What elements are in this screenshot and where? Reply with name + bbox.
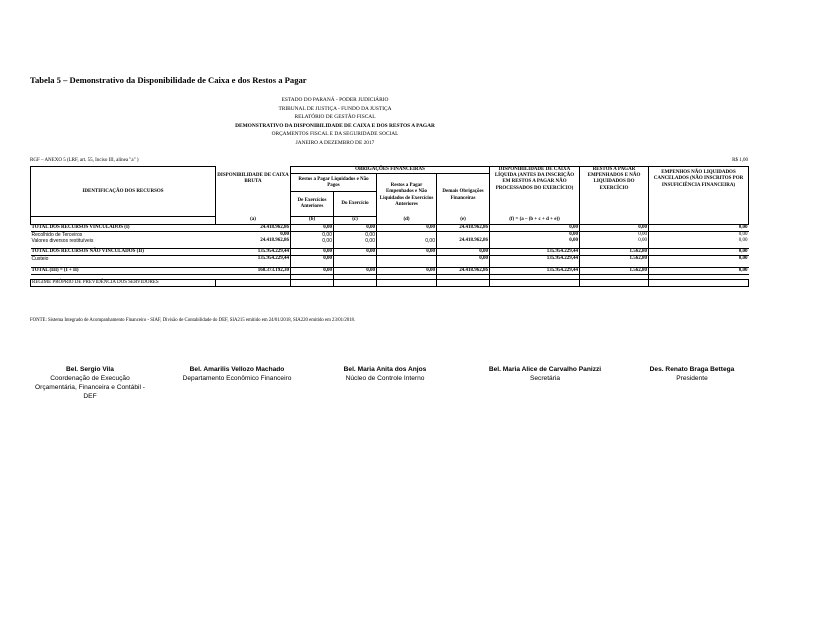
cell-f: 0,00 [490,224,580,231]
idx-e: (e) [437,217,490,224]
col-obrigacoes: OBRIGAÇÕES FINANCEIRAS [291,167,490,174]
header-row-1 [31,167,749,174]
cell-c: 0,00 [334,249,377,256]
row-label: REGIME PRÓPRIO DE PREVIDÊNCIA DOS SERVIDORES [31,279,216,286]
signature-role: Departamento Econômico Financeiro [182,375,292,382]
cell-g: 1.562,80 [580,267,649,274]
row-label: Recolhido de Terceiros [31,231,83,238]
row-label: Valores diversos restituíveis [31,237,94,244]
header-line-period: JANEIRO A DEZEMBRO DE 2017 [295,139,375,146]
rgf-reference: RGF – ANEXO 5 (LRF, art. 55, Inciso III, alínea "a" ) [30,158,139,163]
col-rp-empenhados: Restos a Pagar Empenhados e Não Liquidados de Exercícios Anteriores [377,174,437,217]
cell-b: 0,00 [291,224,334,231]
idx-b: (b) [291,217,334,224]
cell-g: 1.562,80 [580,249,649,256]
header-line-court: TRIBUNAL DE JUSTIÇA - FUNDO DA JUSTIÇA [278,105,392,112]
cell-d [377,256,437,263]
cash-availability-table [30,166,749,287]
cell-d: 0,00 [377,238,437,244]
signature-maria-alice [487,365,603,383]
cell-a: 24.418.962,86 [216,224,291,231]
row-total-nao-vinculados [31,249,749,256]
cell-e: 24.418.962,86 [437,224,490,231]
report-header [200,96,470,148]
signature-name: Bel. Maria Anita dos Anjos [343,366,427,373]
signature-sergio-vila [30,365,150,401]
cell-a: 24.418.962,86 [216,238,291,244]
idx-c: (c) [334,217,377,224]
col-disponibilidade: DISPONIBILIDADE DE CAIXA BRUTA [216,167,291,192]
header-line-demonstrativo: DEMONSTRATIVO DA DISPONIBILIDADE DE CAIXA E DOS RESTOS A PAGAR [235,122,435,129]
row-recolhido-terceiros [31,231,749,238]
page-title: Tabela 5 – Demonstrativo da Disponibilidade de Caixa e dos Restos a Pagar [30,75,307,85]
col-identificacao: IDENTIFICAÇÃO DOS RECURSOS [31,167,216,217]
cell-e: 24.418.962,86 [437,238,490,244]
cell-f: 135.954.229,44 [490,256,580,263]
cell-h: 0,00 [738,231,748,237]
col-exerc-anteriores: De Exercícios Anteriores [291,192,334,217]
cell-c: 0,00 [334,224,377,231]
header-line-budget: ORÇAMENTOS FISCAL E DA SEGURIDADE SOCIAL [271,131,399,138]
cell-a: 135.954.229,44 [216,256,291,263]
cell-a: 0,00 [216,231,291,238]
cell-b: 0,00 [291,256,334,263]
signature-name: Des. Renato Braga Bettega [649,366,735,373]
signature-renato-bettega [632,365,752,383]
cell-b: 0,00 [291,249,334,256]
currency-unit: R$ 1,00 [732,158,748,163]
row-label: TOTAL DOS RECURSOS NÃO VINCULADOS (II) [31,249,216,256]
signature-name: Bel. Sergio Vila [66,366,114,373]
row-label: TOTAL (III) = (I + II) [31,267,216,274]
col-cancelados: EMPENHOS NÃO LIQUIDADOS CANCELADOS (NÃO INSCRITOS POR INSUFICIÊNCIA FINANCEIRA) [649,167,749,192]
row-total-vinculados [31,224,749,231]
cell-e [437,231,490,238]
col-do-exercicio: Do Exercício [334,192,377,217]
cell-h: 0,00 [738,256,748,262]
cell-d: 0,00 [377,224,437,231]
cell-f: 0,00 [490,231,580,238]
col-rp-liquidados: Restos a Pagar Liquidados e Não Pagos [291,174,377,192]
source-note: FONTE: Sistema Integrado de Acompanhamento Financeiro - SIAF, Divisão de Contabilidade do DEF, SIA215 emitido em 24/01/2018, SIA220 emitido em 23/01/2018. [30,318,356,323]
cell-a: 135.954.229,44 [216,249,291,256]
cell-c: 0,00 [334,231,377,238]
idx-f: (f) = (a – (b + c + d + e)) [490,217,580,224]
cell-f: 135.954.229,44 [490,267,580,274]
header-line-state: ESTADO DO PARANÁ - PODER JUDICIÁRIO [281,97,389,103]
cell-c: 0,00 [334,267,377,274]
index-row [31,217,749,224]
cell-h: 0,00 [649,224,749,231]
cell-d: 0,00 [377,249,437,256]
cell-b: 0,00 [291,238,334,244]
signature-role: Núcleo de Controle Interno [345,375,425,382]
signature-role: Coordenação de Execução Orçamentária, Financeira e Contábil - DEF [35,375,145,400]
cell-e: 24.418.962,86 [437,267,490,274]
cell-c: 0,00 [334,238,377,244]
signature-name: Bel. Amarilis Vellozo Machado [189,366,285,373]
cell-c [334,256,377,263]
cell-e: 0,00 [437,256,490,263]
col-disp-liquida: DISPONIBILIDADE DE CAIXA LÍQUIDA (ANTES DA INSCRIÇÃO EM RESTOS A PAGAR NÃO PROCESSADOS DO EXERCÍCIO) [490,167,580,192]
idx-d: (d) [377,217,437,224]
signature-amarilis-machado [172,365,302,383]
row-custeio [31,256,749,263]
cell-f: 135.954.229,44 [490,249,580,256]
cell-b: 0,00 [291,267,334,274]
idx-a: (a) [216,217,291,224]
cell-g: 0,00 [580,224,649,231]
cell-e: 0,00 [437,249,490,256]
cell-b: 0,00 [291,231,334,238]
row-label: TOTAL DOS RECURSOS VINCULADOS (I) [31,224,216,231]
cell-g: 0,00 [580,238,649,244]
signature-role: Presidente [676,375,708,382]
col-demais: Demais Obrigações Financeiras [437,174,490,217]
cell-h: 0,00 [649,249,749,256]
cell-f: 0,00 [490,238,580,244]
col-rp-nao-liquidados: RESTOS A PAGAR EMPENHADOS E NÃO LIQUIDADOS DO EXERCÍCIO [580,167,649,192]
cell-g: 1.562,80 [580,256,649,263]
cell-a: 160.373.192,30 [216,267,291,274]
cell-g: 0,00 [580,231,649,238]
row-label: Custeio [31,256,49,263]
header-line-report: RELATÓRIO DE GESTÃO FISCAL [294,114,376,121]
cell-d: 0,00 [377,267,437,274]
signature-role: Secretária [529,375,561,382]
cell-h: 0,00 [738,237,748,243]
signature-maria-anita [330,365,440,383]
row-total-geral [31,267,749,274]
cell-h: 0,00 [649,267,749,274]
cell-d [377,231,437,238]
signature-name: Bel. Maria Alice de Carvalho Panizzi [488,366,602,373]
row-rpps [31,279,749,286]
